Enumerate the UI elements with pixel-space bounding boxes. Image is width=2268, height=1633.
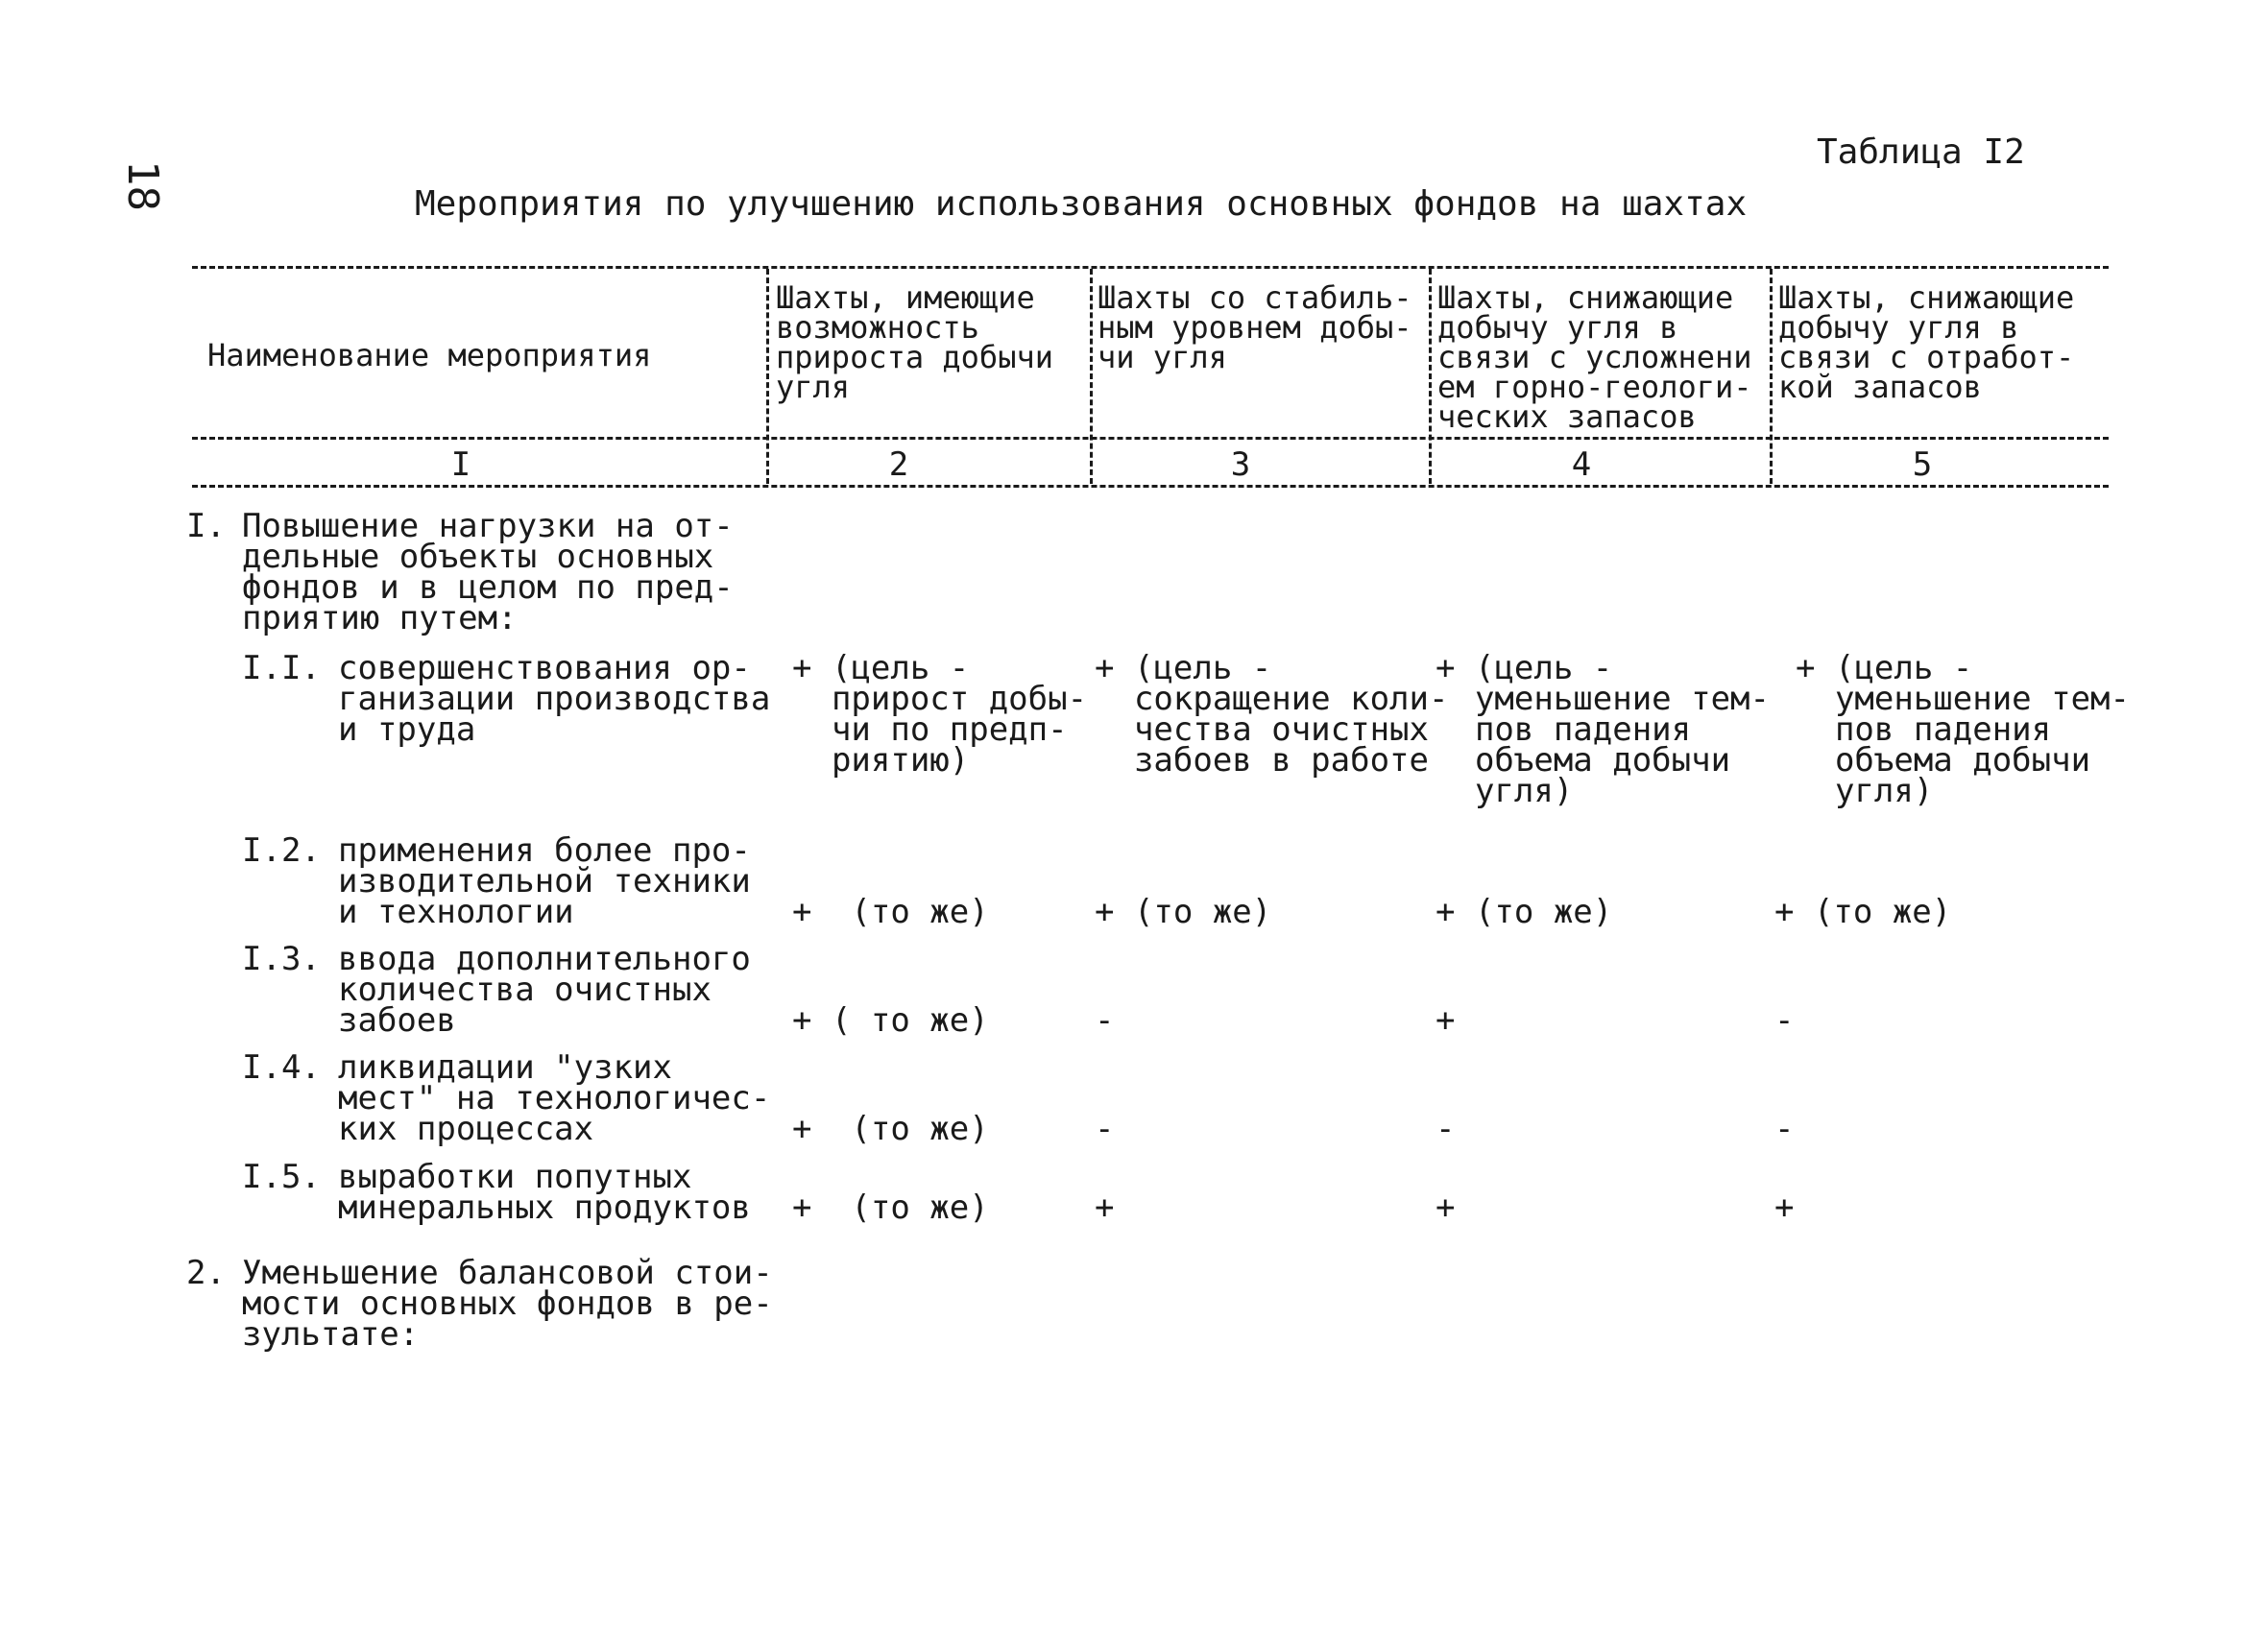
row-text: ликвидации "узких мест" на технологичес- ких процессах <box>338 1048 771 1148</box>
page-number: 18 <box>117 160 167 211</box>
row-cell-col4: + (то же) <box>1436 893 1613 931</box>
row-cell-col4: - <box>1436 1110 1456 1148</box>
document-title: Мероприятия по улучшению использования основных фондов на шахтах <box>415 184 1748 224</box>
row-cell-col5: - <box>1774 1110 1795 1148</box>
row-text: совершенствования ор- ганизации производства и труда <box>338 649 771 749</box>
section-text: Повышение нагрузки на от- дельные объекты основных фондов и в целом по пред- приятию путем: <box>242 507 734 637</box>
column-number-5: 5 <box>1912 445 1933 484</box>
row-cell-col5: - <box>1774 1001 1795 1040</box>
column-number-1: I <box>450 445 471 484</box>
row-label: I.4. <box>242 1048 321 1087</box>
column-number-2: 2 <box>888 445 909 484</box>
column-divider <box>1429 269 1432 484</box>
row-text: выработки попутных минеральных продуктов <box>338 1158 751 1227</box>
row-cell-col2: + (то же) <box>792 893 989 931</box>
row-label: I.5. <box>242 1158 321 1196</box>
row-cell-col5: + <box>1774 1189 1795 1227</box>
column-divider <box>766 269 769 484</box>
column-header-geology: Шахты, снижающие добычу угля в связи с усложнени ем горно-геологи- ческих запасов <box>1437 279 1752 435</box>
column-divider <box>1770 269 1773 484</box>
column-header-name: Наименование мероприятия <box>207 337 652 373</box>
column-header-stable: Шахты со стабиль- ным уровнем добы- чи угля <box>1098 279 1412 375</box>
row-cell-col4: + <box>1436 1189 1456 1227</box>
row-cell-col3: + (то же) <box>1095 893 1272 931</box>
table-label: Таблица I2 <box>1817 132 2025 172</box>
row-cell-col4: + <box>1436 1001 1456 1040</box>
row-text: ввода дополнительного количества очистных забоев <box>338 940 751 1040</box>
row-cell-col5: + (цель - уменьшение тем- пов падения объема добычи угля) <box>1796 649 2130 810</box>
row-cell-col2: + (то же) <box>792 1189 989 1227</box>
row-cell-col2: + ( то же) <box>792 1001 989 1040</box>
row-cell-col2: + (цель - прирост добы- чи по предп- риятию) <box>792 649 1088 780</box>
section-label: I. <box>186 507 226 545</box>
header-rule-middle <box>192 437 2109 440</box>
header-rule-top <box>192 266 2109 269</box>
row-text: применения более про- изводительной техники и технологии <box>338 831 751 931</box>
column-number-3: 3 <box>1230 445 1251 484</box>
column-header-growth: Шахты, имеющие возможность прироста добычи угля <box>776 279 1053 405</box>
row-label: I.2. <box>242 831 321 870</box>
column-header-depletion: Шахты, снижающие добычу угля в связи с отработ- кой запасов <box>1778 279 2075 405</box>
row-label: I.3. <box>242 940 321 978</box>
row-cell-col3: + (цель - сокращение коли- чества очистных забоев в работе <box>1095 649 1449 780</box>
row-cell-col3: - <box>1095 1110 1115 1148</box>
row-cell-col4: + (цель - уменьшение тем- пов падения объема добычи угля) <box>1436 649 1770 810</box>
row-cell-col2: + (то же) <box>792 1110 989 1148</box>
row-cell-col5: + (то же) <box>1774 893 1952 931</box>
row-cell-col3: + <box>1095 1189 1115 1227</box>
row-cell-col3: - <box>1095 1001 1115 1040</box>
header-rule-bottom <box>192 485 2109 488</box>
section-text: Уменьшение балансовой стои- мости основных фондов в ре- зультате: <box>242 1254 773 1354</box>
row-label: I.I. <box>242 649 321 687</box>
column-divider <box>1090 269 1093 484</box>
section-label: 2. <box>186 1254 226 1292</box>
column-number-4: 4 <box>1571 445 1592 484</box>
